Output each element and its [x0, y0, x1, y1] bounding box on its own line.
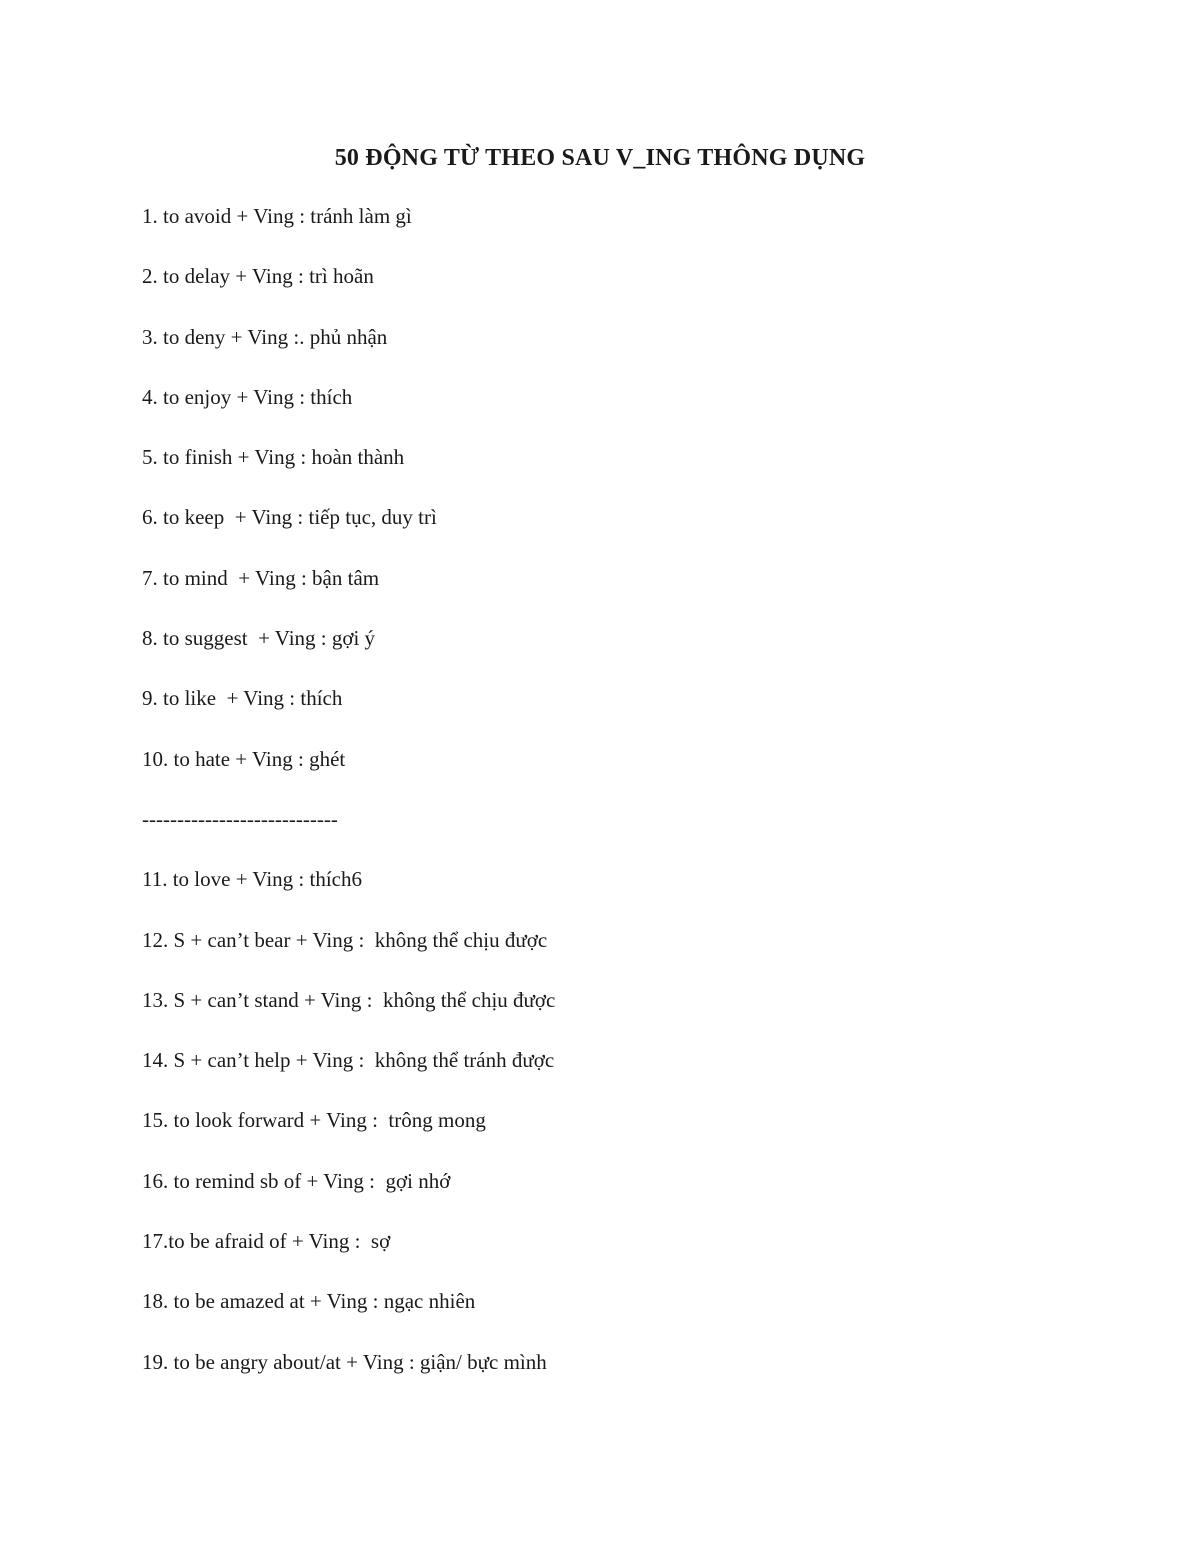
separator-line: ----------------------------: [142, 806, 338, 831]
document-title: 50 ĐỘNG TỪ THEO SAU V_ING THÔNG DỤNG: [334, 145, 866, 171]
list-item: 13. S + can’t stand + Ving : không thể chịu được: [142, 987, 556, 1012]
list-item: 7. to mind + Ving : bận tâm: [142, 565, 380, 590]
list-item: 12. S + can’t bear + Ving : không thể chịu được: [142, 927, 548, 952]
list-item: 18. to be amazed at + Ving : ngạc nhiên: [142, 1289, 476, 1314]
list-item: 14. S + can’t help + Ving : không thể tránh được: [142, 1048, 555, 1073]
list-item: 1. to avoid + Ving : tránh làm gì: [142, 204, 412, 228]
list-item: 2. to delay + Ving : trì hoãn: [142, 264, 374, 289]
list-item: 11. to love + Ving : thích6: [142, 867, 362, 892]
list-item: 4. to enjoy + Ving : thích: [142, 384, 353, 409]
list-item: 15. to look forward + Ving : trông mong: [142, 1108, 486, 1133]
list-item: 6. to keep + Ving : tiếp tục, duy trì: [142, 505, 437, 530]
list-item: 5. to finish + Ving : hoàn thành: [142, 445, 405, 470]
list-item: 17.to be afraid of + Ving : sợ: [142, 1229, 391, 1254]
list-item: 3. to deny + Ving :. phủ nhận: [142, 324, 388, 349]
list-item: 19. to be angry about/at + Ving : giận/ bực mình: [142, 1349, 547, 1374]
list-item: 10. to hate + Ving : ghét: [142, 746, 346, 771]
list-item: 8. to suggest + Ving : gợi ý: [142, 626, 376, 651]
list-item: 16. to remind sb of + Ving : gợi nhớ: [142, 1168, 451, 1193]
verb-list: [142, 201, 555, 1407]
list-item: 9. to like + Ving : thích: [142, 686, 343, 711]
